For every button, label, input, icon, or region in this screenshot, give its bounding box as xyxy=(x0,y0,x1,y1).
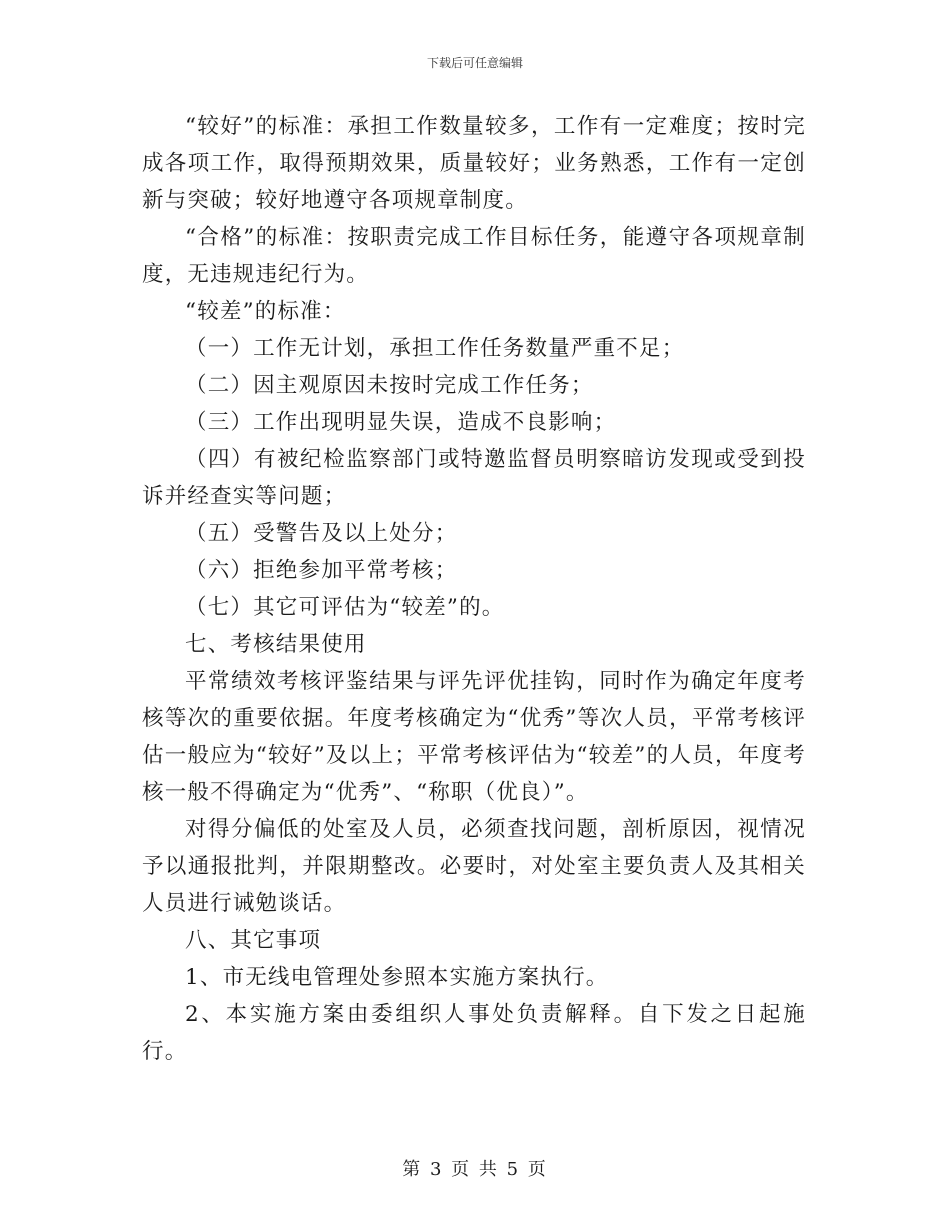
paragraph-qualified-standard: “合格”的标准：按职责完成工作目标任务，能遵守各项规章制度，无违规违纪行为。 xyxy=(142,225,806,287)
other-item-1: 1、市无线电管理处参照本实施方案执行。 xyxy=(185,965,609,990)
other-item-2: 2、本实施方案由委组织人事处负责解释。自下发之日起施行。 xyxy=(142,1002,806,1064)
list-item-3: （三）工作出现明显失误，造成不良影响； xyxy=(185,410,617,435)
list-item-6: （六）拒绝参加平常考核； xyxy=(185,558,458,583)
section-heading-8: 八、其它事项 xyxy=(185,928,322,953)
list-item-7: （七）其它可评估为“较差”的。 xyxy=(185,595,505,620)
page-header-note: 下载后可任意编辑 xyxy=(426,56,523,70)
list-item-1: （一）工作无计划，承担工作任务数量严重不足； xyxy=(185,336,685,361)
paragraph-good-standard: “较好”的标准：承担工作数量较多，工作有一定难度；按时完成各项工作，取得预期效果，质量较好；业务熟悉，工作有一定创新与突破；较好地遵守各项规章制度。 xyxy=(142,114,806,213)
page-number-footer: 第 3 页 共 5 页 xyxy=(402,1159,548,1180)
paragraph-result-usage: 平常绩效考核评鉴结果与评先评优挂钩，同时作为确定年度考核等次的重要依据。年度考核确定为“优秀”等次人员，平常考核评估一般应为“较好”及以上；平常考核评估为“较差”的人员，年度考核一般不得确定为“优秀”、“称职（优良）”。 xyxy=(142,669,806,805)
section-heading-7: 七、考核结果使用 xyxy=(185,632,367,657)
list-item-2: （二）因主观原因未按时完成工作任务； xyxy=(185,373,594,398)
list-item-5: （五）受警告及以上处分； xyxy=(185,521,458,546)
paragraph-low-score: 对得分偏低的处室及人员，必须查找问题，剖析原因，视情况予以通报批判，并限期整改。必要时，对处室主要负责人及其相关人员进行诫勉谈话。 xyxy=(142,817,806,916)
paragraph-poor-standard: “较差”的标准： xyxy=(185,299,346,324)
list-item-4: （四）有被纪检监察部门或特邀监督员明察暗访发现或受到投诉并经查实等问题； xyxy=(142,447,806,509)
document-body xyxy=(142,108,806,1070)
